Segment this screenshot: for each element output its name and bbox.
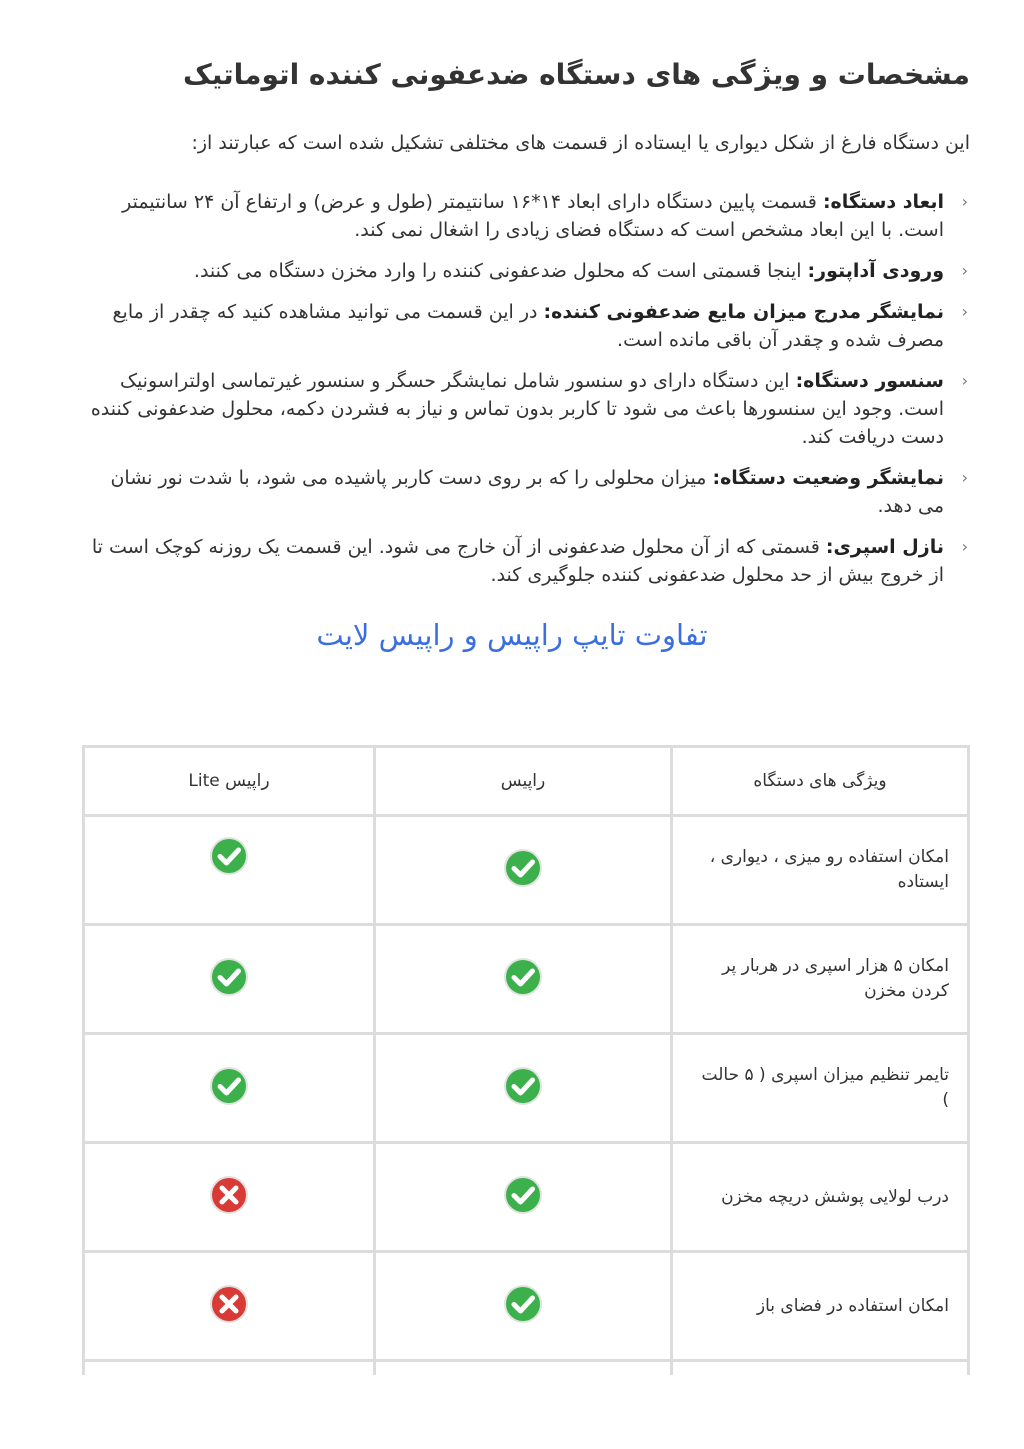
list-item (82, 298, 970, 354)
rapis-cell (376, 926, 673, 1035)
lite-cell (82, 1253, 376, 1362)
rapis-cell (376, 1362, 673, 1375)
header-lite: راپیس Lite (82, 745, 376, 817)
list-item (82, 367, 970, 451)
feature-text: قسمتی که از آن محلول ضدعفونی از آن خارج می شود. این قسمت یک روزنه کوچک است تا از خروج بیش از حد محلول ضدعفونی کننده جلوگیری کند. (91, 536, 944, 586)
list-item (82, 464, 970, 520)
chevron-left-icon: ‹ (961, 371, 968, 390)
comparison-heading: تفاوت تایپ راپیس و راپیس لایت (316, 618, 708, 652)
lite-cell (82, 926, 376, 1035)
table-row (82, 926, 970, 1035)
check-icon (503, 957, 543, 997)
article-intro: این دستگاه فارغ از شکل دیواری یا ایستاده از قسمت های مختلفی تشکیل شده است که عبارتند از: (191, 132, 970, 154)
list-item (82, 533, 970, 589)
chevron-left-icon: ‹ (961, 537, 968, 556)
feature-text: اینجا قسمتی است که محلول ضدعفونی کننده را وارد مخزن دستگاه می کنند. (193, 260, 808, 282)
chevron-left-icon: ‹ (961, 261, 968, 280)
table-row (82, 1035, 970, 1144)
feature-list (82, 188, 970, 602)
table-row (82, 1144, 970, 1253)
lite-cell (82, 817, 376, 926)
rapis-cell (376, 1035, 673, 1144)
table-row (82, 1362, 970, 1375)
cross-icon (209, 1175, 249, 1215)
feature-term: سنسور دستگاه: (795, 370, 944, 392)
feature-cell: امکان ۵ هزار اسپری در هربار پر کردن مخزن (673, 926, 970, 1035)
chevron-left-icon: ‹ (961, 192, 968, 211)
chevron-left-icon: ‹ (961, 468, 968, 487)
rapis-cell (376, 1253, 673, 1362)
feature-cell: امکان استفاده در فضای باز (673, 1253, 970, 1362)
check-icon (503, 1175, 543, 1215)
cross-icon (209, 1284, 249, 1324)
lite-cell (82, 1144, 376, 1253)
table-header-row (82, 745, 970, 817)
rapis-cell (376, 1144, 673, 1253)
rapis-cell (376, 817, 673, 926)
article-title: مشخصات و ویژگی های دستگاه ضدعفونی کننده اتوماتیک (183, 58, 970, 91)
feature-term: نمایشگر مدرج میزان مایع ضدعفونی کننده: (543, 301, 944, 323)
table-row (82, 1253, 970, 1362)
check-icon (503, 848, 543, 888)
feature-cell: تایمر تنظیم میزان اسپری ( ۵ حالت ) (673, 1035, 970, 1144)
check-icon (209, 836, 249, 876)
feature-text: میزان محلولی را که بر روی دست کاربر پاشیده می شود، با شدت نور نشان می دهد. (110, 467, 944, 517)
check-icon (209, 1066, 249, 1106)
lite-cell (82, 1362, 376, 1375)
chevron-left-icon: ‹ (961, 302, 968, 321)
header-feature: ویژگی های دستگاه (673, 745, 970, 817)
list-item (82, 257, 970, 285)
feature-text: در این قسمت می توانید مشاهده کنید که چقدر از مایع مصرف شده و چقدر آن باقی مانده است. (112, 301, 944, 351)
feature-term: ورودی آداپتور: (807, 260, 944, 282)
feature-cell: درب لولایی پوشش دریچه مخزن (673, 1144, 970, 1253)
feature-cell (673, 1362, 970, 1375)
check-icon (209, 957, 249, 997)
list-item (82, 188, 970, 244)
feature-term: نمایشگر وضعیت دستگاه: (712, 467, 944, 489)
feature-cell: امکان استفاده رو میزی ، دیواری ، ایستاده (673, 817, 970, 926)
table-row (82, 817, 970, 926)
feature-text: قسمت پایین دستگاه دارای ابعاد ۱۴*۱۶ سانتیمتر (طول و عرض) و ارتفاع آن ۲۴ سانتیمتر است. با این ابعاد مشخص است که دستگاه فضای زیادی را اشغال نمی کند. (122, 191, 944, 241)
feature-term: نازل اسپری: (825, 536, 944, 558)
check-icon (503, 1066, 543, 1106)
header-rapis: راپیس (376, 745, 673, 817)
feature-text: این دستگاه دارای دو سنسور شامل نمایشگر حسگر و سنسور غیرتماسی اولتراسونیک است. وجود این سنسورها باعث می شود تا کاربر بدون تماس و نیاز به فشردن دکمه، محلول ضدعفونی کننده دست دریافت کند. (90, 370, 944, 448)
lite-cell (82, 1035, 376, 1144)
comparison-table (82, 745, 970, 1375)
feature-term: ابعاد دستگاه: (822, 191, 944, 213)
check-icon (503, 1284, 543, 1324)
